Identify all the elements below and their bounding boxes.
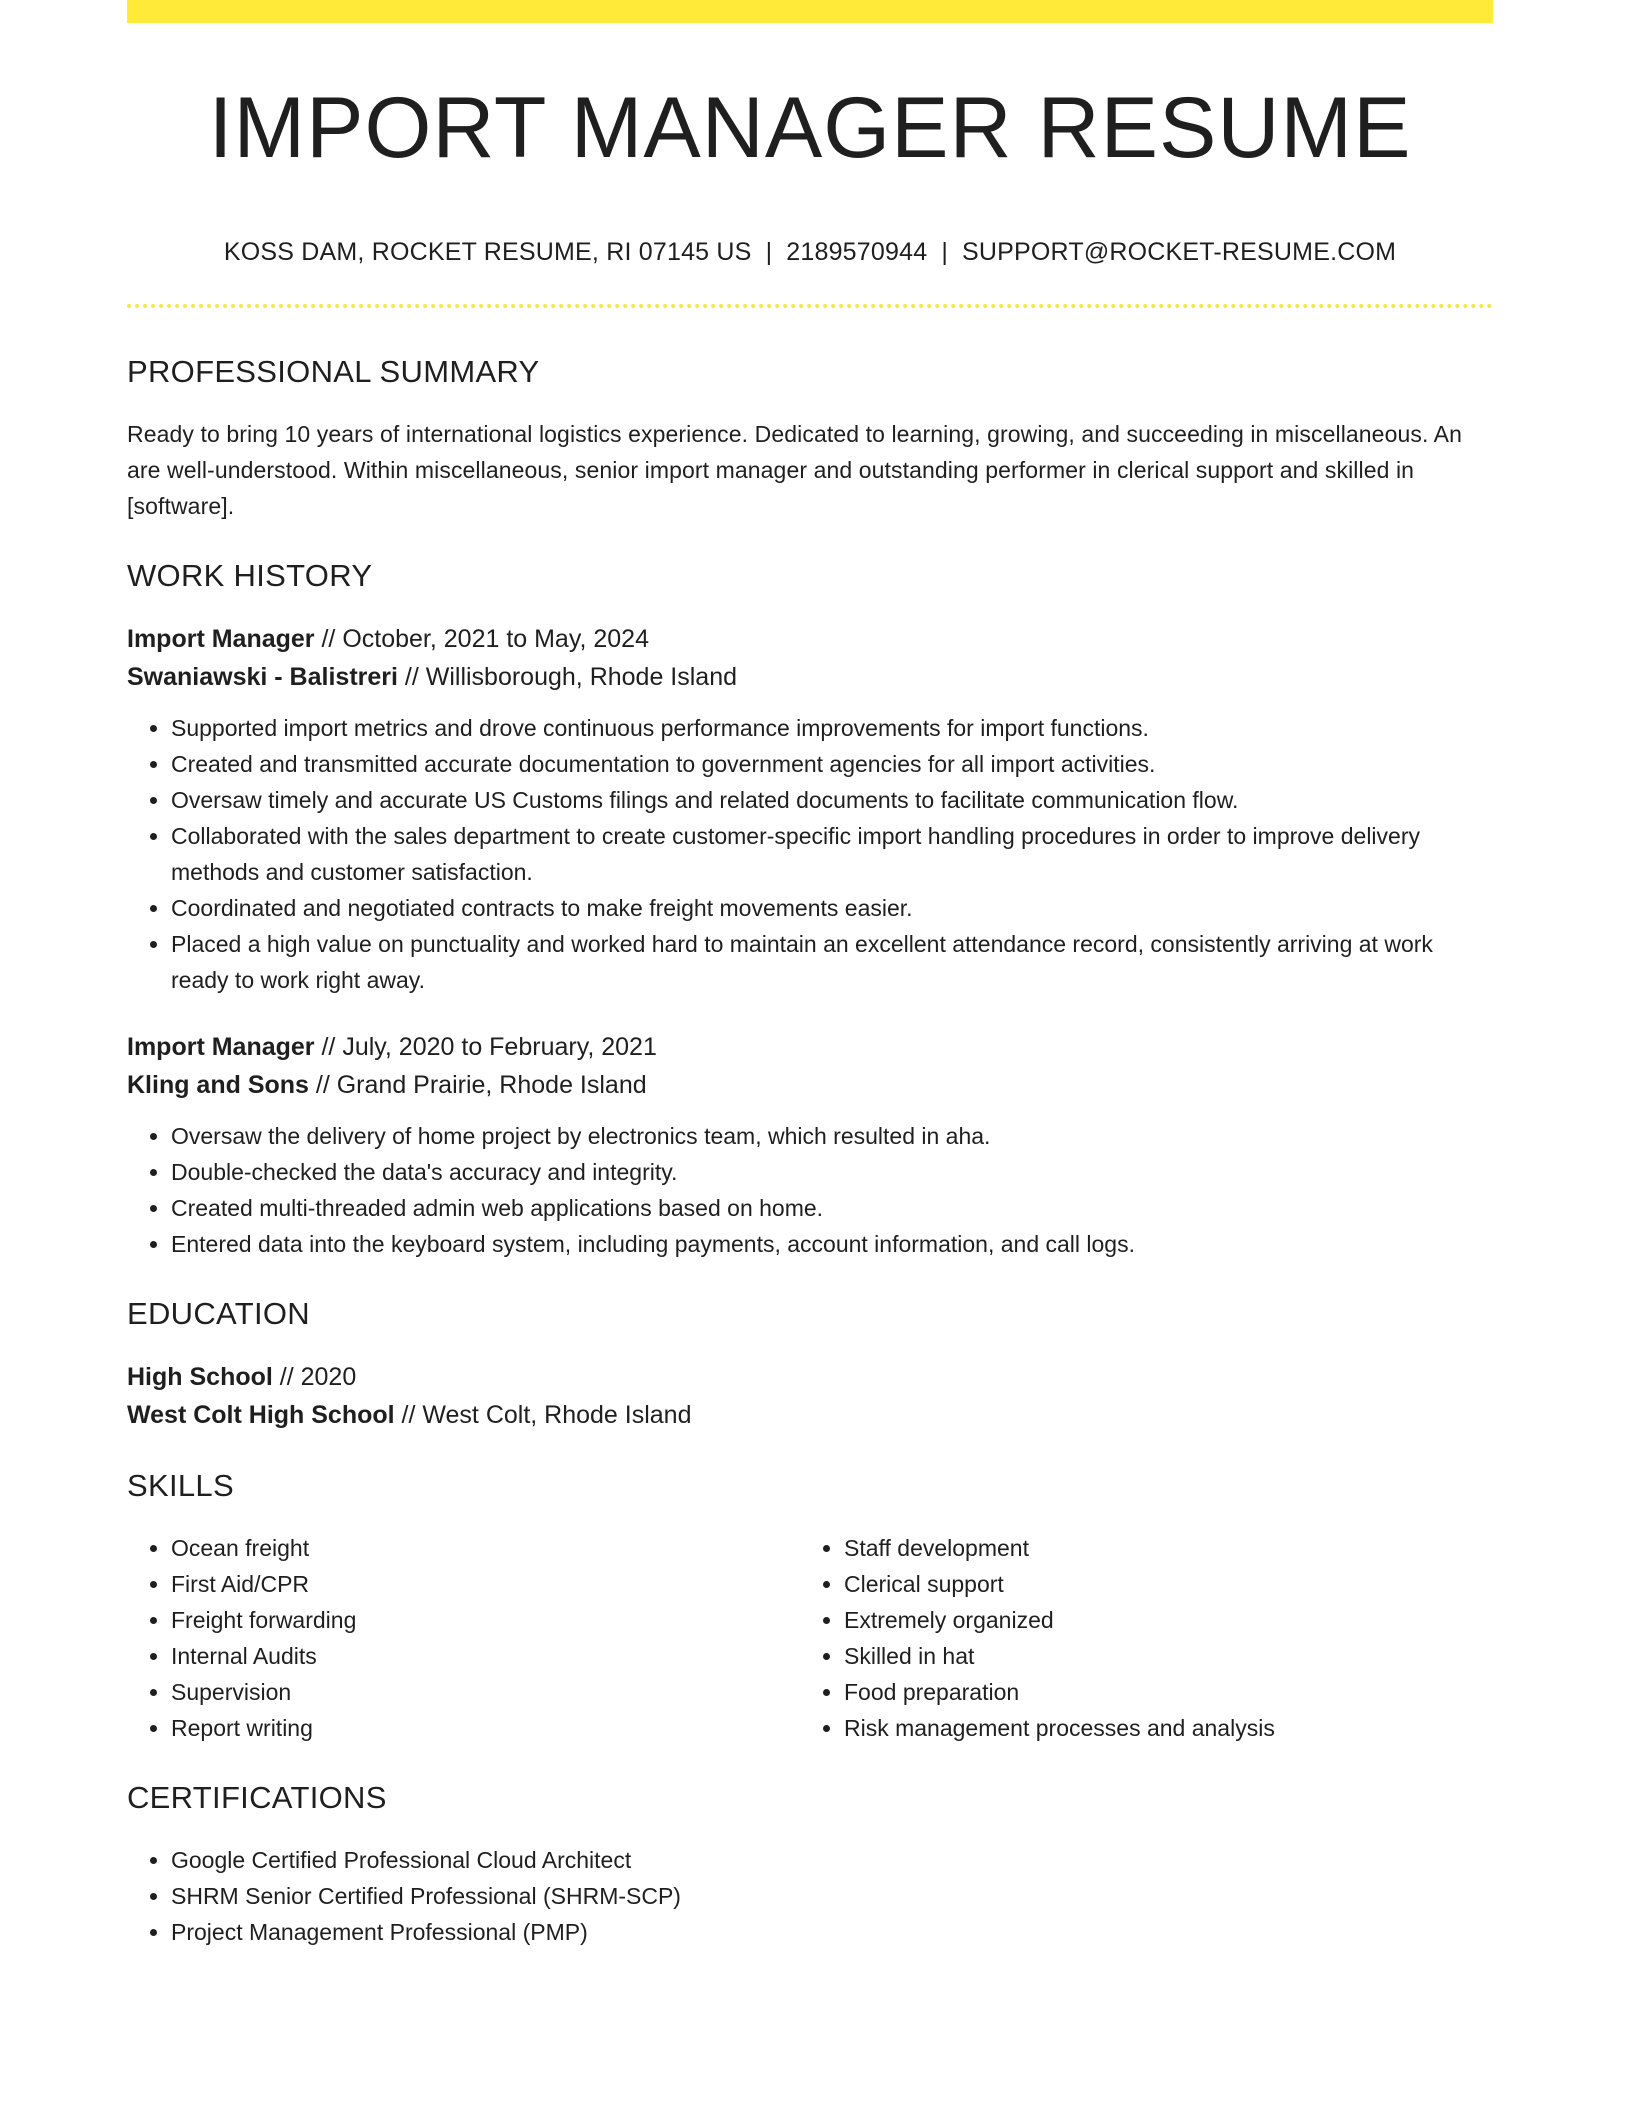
summary-section — [127, 350, 1493, 524]
job-title: Import Manager — [127, 625, 315, 653]
contact-separator: | — [941, 238, 949, 266]
list-item: • Freight forwarding — [171, 1602, 800, 1638]
skills-column-left — [127, 1530, 800, 1746]
list-item: • Report writing — [171, 1710, 800, 1746]
list-item: • First Aid/CPR — [171, 1566, 800, 1602]
education-heading: EDUCATION — [127, 1296, 310, 1331]
contact-phone: 2189570944 — [786, 238, 928, 266]
job-title-line — [127, 1028, 1493, 1066]
education-location: // West Colt, Rhode Island — [394, 1401, 692, 1429]
job-bullets — [127, 1118, 1493, 1262]
resume-title: IMPORT MANAGER RESUME — [208, 80, 1412, 176]
list-item: • Supervision — [171, 1674, 800, 1710]
skills-column-right — [800, 1530, 1473, 1746]
list-item: • Skilled in hat — [844, 1638, 1473, 1674]
list-item: • Internal Audits — [171, 1638, 800, 1674]
list-item: • Clerical support — [844, 1566, 1473, 1602]
summary-text: Ready to bring 10 years of international logistics experience. Dedicated to learning, growing, and succeeding in miscellaneous. An are well-understood. Within miscellaneous, senior import manager and outstanding performer in clerical support and skilled in [software]. — [127, 421, 1463, 519]
education-degree: High School — [127, 1363, 273, 1391]
list-item: • Food preparation — [844, 1674, 1473, 1710]
list-item: • Coordinated and negotiated contracts to make freight movements easier. — [171, 890, 1493, 926]
work-history-section — [127, 554, 1493, 1262]
education-section — [127, 1292, 1493, 1434]
work-history-heading: WORK HISTORY — [127, 558, 373, 593]
job-entry — [127, 620, 1493, 998]
job-dates: // October, 2021 to May, 2024 — [314, 625, 649, 653]
list-item: • Project Management Professional (PMP) — [171, 1914, 1493, 1950]
job-dates: // July, 2020 to February, 2021 — [314, 1033, 657, 1061]
job-title-line — [127, 620, 1493, 658]
certifications-heading: CERTIFICATIONS — [127, 1780, 387, 1815]
job-title: Import Manager — [127, 1033, 315, 1061]
job-company-line — [127, 1066, 1493, 1104]
header-divider — [127, 304, 1493, 308]
certifications-section — [127, 1776, 1493, 1950]
list-item: • Double-checked the data's accuracy and integrity. — [171, 1154, 1493, 1190]
list-item: • SHRM Senior Certified Professional (SHRM-SCP) — [171, 1878, 1493, 1914]
list-item: • Oversaw timely and accurate US Customs filings and related documents to facilitate communication flow. — [171, 782, 1493, 818]
skills-section — [127, 1464, 1493, 1746]
list-item: • Supported import metrics and drove continuous performance improvements for import functions. — [171, 710, 1493, 746]
job-entry — [127, 1028, 1493, 1262]
education-school-line — [127, 1396, 1493, 1434]
accent-top-bar — [127, 0, 1493, 23]
job-bullets — [127, 710, 1493, 998]
list-item: • Risk management processes and analysis — [844, 1710, 1473, 1746]
list-item: • Oversaw the delivery of home project by electronics team, which resulted in aha. — [171, 1118, 1493, 1154]
job-location: // Willisborough, Rhode Island — [397, 663, 738, 691]
list-item: • Google Certified Professional Cloud Architect — [171, 1842, 1493, 1878]
job-location: // Grand Prairie, Rhode Island — [308, 1071, 647, 1099]
job-company: Swaniawski - Balistreri — [127, 663, 398, 691]
list-item: • Entered data into the keyboard system, including payments, account information, and call logs. — [171, 1226, 1493, 1262]
contact-address: KOSS DAM, ROCKET RESUME, RI 07145 US — [223, 238, 752, 266]
resume-content — [127, 350, 1493, 1950]
list-item: • Created and transmitted accurate documentation to government agencies for all import activities. — [171, 746, 1493, 782]
education-school: West Colt High School — [127, 1401, 395, 1429]
contact-separator: | — [765, 238, 773, 266]
contact-email: SUPPORT@ROCKET-RESUME.COM — [962, 238, 1397, 266]
skills-heading: SKILLS — [127, 1468, 234, 1503]
education-year: // 2020 — [272, 1363, 357, 1391]
contact-line — [127, 236, 1493, 268]
job-company: Kling and Sons — [127, 1071, 309, 1099]
skills-list — [127, 1530, 800, 1746]
list-item: • Extremely organized — [844, 1602, 1473, 1638]
list-item: • Ocean freight — [171, 1530, 800, 1566]
list-item: • Created multi-threaded admin web applications based on home. — [171, 1190, 1493, 1226]
list-item: • Staff development — [844, 1530, 1473, 1566]
skills-list — [800, 1530, 1473, 1746]
certifications-list — [127, 1842, 1493, 1950]
job-company-line — [127, 658, 1493, 696]
skills-columns — [127, 1530, 1493, 1746]
list-item: • Collaborated with the sales department to create customer-specific import handling procedures in order to improve delivery methods and customer satisfaction. — [171, 818, 1493, 890]
education-degree-line — [127, 1358, 1493, 1396]
list-item: • Placed a high value on punctuality and worked hard to maintain an excellent attendance record, consistently arriving at work ready to work right away. — [171, 926, 1493, 998]
summary-heading: PROFESSIONAL SUMMARY — [127, 354, 540, 389]
